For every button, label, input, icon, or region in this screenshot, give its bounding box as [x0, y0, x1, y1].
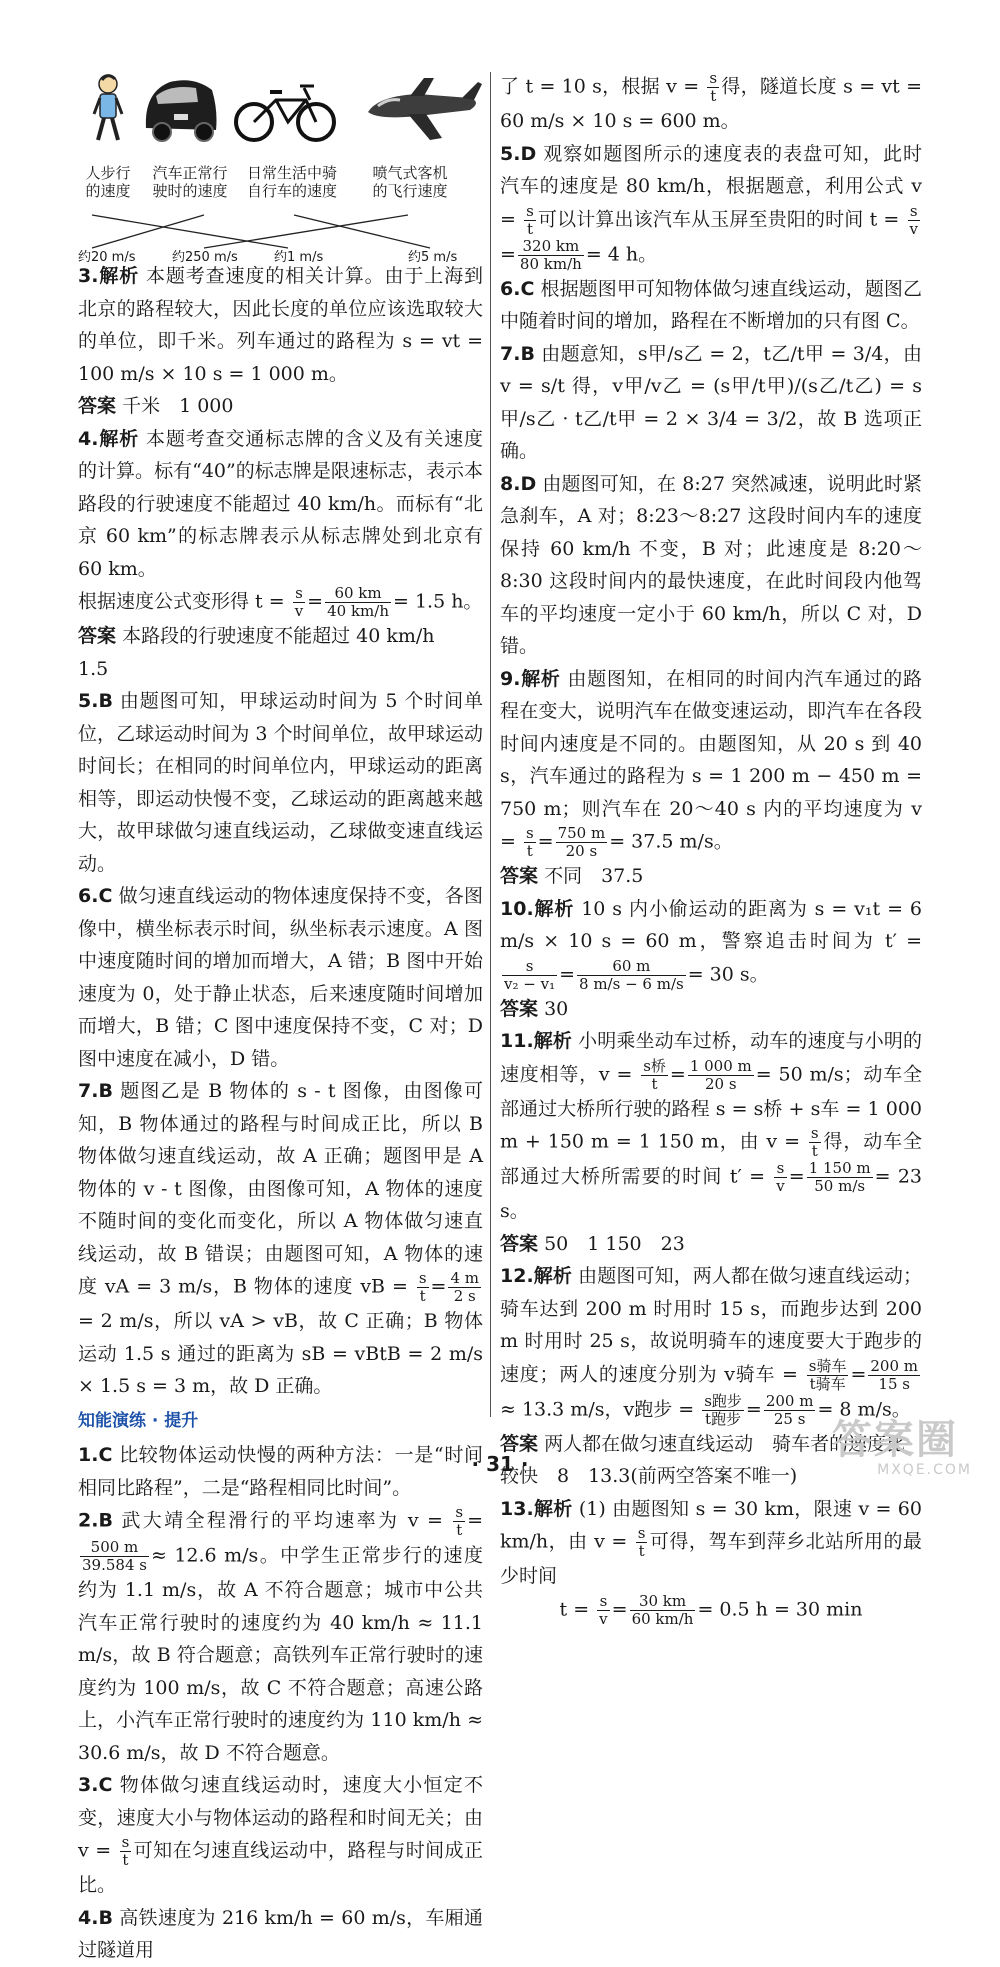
answer-item-6: 6.C 做匀速直线运动的物体速度保持不变，各图像中，横坐标表示时间，纵坐标表示速度。A 图中速度随时间的增加而增大，A 错；B 图中开始速度为 0，处于静止状态，后来速度随时间增加而增大，B 错；C 图中速度保持不变，C 对；D 图中速度在减小，D 错。: [78, 885, 483, 1070]
fraction: $\frac{500 m}{39.584 s}$: [82, 1538, 147, 1574]
practice-item-4: 4.B 高铁速度为 216 km/h = 60 m/s，车厢通过隧道用: [78, 1906, 483, 1961]
practice-item-1: 1.C 比较物体运动快慢的两种方法：一是“时间相同比路程”，二是“路程相同比时间”。: [78, 1444, 483, 1499]
page-number: · 31 ·: [471, 1452, 529, 1476]
fraction: $\frac{\text{s跑步}}{\text{t跑步}}$: [704, 1391, 742, 1428]
car-icon: [146, 80, 217, 141]
fraction: $\frac{s}{\text{v₂ − v₁}}$: [504, 956, 556, 993]
figure-label-car: 汽车正常行 驶时的速度: [152, 164, 228, 200]
fraction: $\frac{60 km}{40 km/h}$: [327, 584, 389, 620]
bicycle-icon: [236, 86, 334, 140]
fraction: $\frac{s}{t}$: [455, 1503, 464, 1539]
figure-label-bicycle: 日常生活中骑 自行车的速度: [246, 164, 337, 200]
explanation-text: 本题考查交通标志牌的含义及有关速度的计算。标有“40”的标志牌是限速标志，表示本路段的行驶速度不能超过 40 km/h。而标有“北京 60 km”的标志牌表示从标志牌处到北京有 60 km。: [78, 427, 483, 580]
fraction: $\frac{s}{t}$: [709, 69, 718, 105]
figure-label-walking: 人步行 的速度: [85, 164, 131, 200]
practice-item-4-continued: 了 t = 10 s，根据 v = $\frac{s}{t}$ 得，隧道长度 s = vt = 60 m/s × 10 s = 600 m。: [500, 69, 922, 132]
answer-item-5: 5.B 由题图可知，甲球运动时间为 5 个时间单位，乙球运动时间为 3 个时间单位，故甲球运动时间长；在相同的时间单位内，甲球运动的距离相等，即运动快慢不变，乙球运动的距离越来越大，故甲球做匀速直线运动，乙球做变速直线运动。: [78, 690, 484, 875]
figure-speed-1: 约250 m/s: [172, 250, 238, 265]
practice-item-6: 6.C 根据题图甲可知物体做匀速直线运动，题图乙中随着时间的增加，路程在不断增加的只有图 C。: [500, 277, 922, 332]
fraction: $\frac{s}{t}$: [121, 1833, 130, 1869]
practice-item-9: 9.解析 由题图知，在相同的时间内汽车通过的路程在变大，说明汽车在做变速运动，即汽车在各段时间内速度是不同的。由题图知，从 20 s 到 40 s，汽车通过的路程为 s = 1 200 m − 450 m = 750 m；则汽车在 20～40 s 内的平均速度为 v = $\frac{s}{t}$ = $\frac{750 m}{20 s}$ = 37.5 m/s。: [500, 667, 922, 860]
practice-item-2: 2.B 武大靖全程滑行的平均速率为 v = $\frac{s}{t}$ = $\frac{500 m}{39.584 s}$ ≈ 12.6 m/s。中学生正常步行的速度约为 1.1 m/s，故 A 不符合题意；城市中公共汽车正常行驶时的速度约为 40 km/h ≈ 11.1 m/s，故 B 符合题意；高铁列车正常行驶时的速度约为 100 m/s，故 C 不符合题意；高速公路上，小汽车正常行驶时的速度约为 110 km/h ≈ 30.6 m/s，故 D 不符合题意。: [78, 1503, 484, 1764]
section-heading: 知能演练 · 提升: [78, 1410, 199, 1431]
fraction: $\frac{30 km}{60 km/h}$: [631, 1591, 694, 1628]
fraction: $\frac{s}{t}$: [525, 824, 534, 860]
fraction: $\frac{s}{v}$: [909, 201, 918, 238]
practice-item-13: 13.解析 (1) 由题图知 s = 30 km，限速 v = 60 km/h，由 v = $\frac{s}{t}$ 可得，驾车到萍乡北站所用的最少时间: [500, 1497, 922, 1587]
fraction: $\frac{s}{v}$: [294, 584, 304, 620]
answer-line-10: 答案 30: [500, 997, 569, 1020]
practice-item-8: 8.D 由题图可知，在 8:27 突然减速，说明此时紧急刹车，A 对；8:23～8:27 这段时间内车的速度保持 60 km/h 不变，B 对；此速度是 8:20～8:30 这段时间内的最快速度，在此时间段内他驾车的平均速度一定小于 60 km/h，所以 C 对，D 错。: [500, 472, 923, 657]
practice-item-12: 12.解析 由题图可知，两人都在做匀速直线运动；骑车达到 200 m 时用时 15 s，而跑步达到 200 m 时用时 25 s，故说明骑车的速度要大于跑步的速度；两人的速度分别为 v骑车 = $\frac{\text{s骑车}}{\text{t骑车}}$ = $\frac{200 m}{15 s}$ ≈ 13.3 m/s，v跑步 = $\frac{\text{s跑步}}{\text{t跑步}}$ = $\frac{200 m}{25 s}$ = 8 m/s。: [500, 1265, 922, 1428]
answer-line-3: 答案 千米 1 000: [78, 395, 234, 417]
speed-matching-figure: [78, 70, 483, 265]
practice-item-3: 3.C 物体做匀速直线运动时，速度大小恒定不变，速度大小与物体运动的路程和时间无关；由 v = $\frac{s}{t}$ 可知在匀速直线运动中，路程与时间成正比。: [78, 1774, 483, 1896]
fraction: $\frac{\text{s骑车}}{\text{t骑车}}$: [808, 1356, 847, 1393]
right-column: [500, 70, 922, 1628]
fraction: $\frac{4 m}{2 s}$: [450, 1269, 479, 1305]
practice-item-13-formula: t = $\frac{s}{v}$ = $\frac{30 km}{60 km/h}$ = 0.5 h = 30 min: [559, 1591, 863, 1628]
column-divider: [490, 72, 491, 1417]
answer-line-11: 答案 50 1 150 23: [500, 1232, 685, 1255]
fraction: $\frac{s}{t}$: [418, 1269, 427, 1305]
fraction: $\frac{\text{s桥}}{t}$: [643, 1056, 666, 1093]
left-column: [78, 70, 483, 1967]
fraction: $\frac{750 m}{20 s}$: [557, 824, 606, 860]
fraction: $\frac{s}{v}$: [776, 1159, 785, 1195]
answer-item-4: 4.解析 本题考查交通标志牌的含义及有关速度的计算。标有“40”的标志牌是限速标志，表示本路段的行驶速度不能超过 40 km/h。而标有“北京 60 km”的标志牌表示从标志牌处到北京有 60 km。 根据速度公式变形得 t = $\frac{s}{v}$ = $\frac{60 km}{40 km/h}$ = 1.5 h。: [78, 427, 483, 620]
figure-speed-3: 约5 m/s: [408, 250, 458, 265]
fraction: $\frac{s}{v}$: [599, 1591, 608, 1628]
practice-item-11: 11.解析 小明乘坐动车过桥，动车的速度与小明的速度相等，v = $\frac{\text{s桥}}{t}$ = $\frac{1 000 m}{20 s}$ = 50 m/s；动车全部通过大桥所行驶的路程 s = s桥 + s车 = 1 000 m + 150 m = 1 150 m，由 v = $\frac{s}{t}$ 得，动车全部通过大桥所需要的时间 t′ = $\frac{s}{v}$ = $\frac{1 150 m}{50 m/s}$ = 23 s。: [500, 1030, 922, 1222]
walking-person-icon: [94, 75, 122, 140]
fraction: $\frac{s}{t}$: [810, 1124, 819, 1160]
airplane-icon: [368, 78, 482, 140]
practice-item-7: 7.B 由题意知，s甲/s乙 = 2，t乙/t甲 = 3/4，由 v = s/t 得，v甲/v乙 = (s甲/t甲)/(s乙/t乙) = s甲/s乙 · t乙/t甲 = 2 × 3/4 = 3/2，故 B 选项正确。: [500, 342, 922, 462]
answer-item-3: 3.解析 本题考查速度的相关计算。由于上海到北京的路程较大，因此长度的单位应该选取较大的单位，即千米。列车通过的路程为 s = vt = 100 m/s × 10 s = 1 000 m。: [78, 265, 483, 385]
practice-item-10: 10.解析 10 s 内小偷运动的距离为 s = v₁t = 6 m/s × 10 s = 60 m，警察追击时间为 t′ = $\frac{s}{\text{v₂ − v₁}}$ = $\frac{60 m}{8 m/s - 6 m/s}$ = 30 s。: [500, 897, 922, 993]
figure-label-airplane: 喷气式客机 的飞行速度: [372, 164, 448, 200]
fraction: $\frac{60 m}{8 m/s - 6 m/s}$: [579, 956, 684, 993]
watermark-logo: 答案圈 MXQE.COM: [832, 1417, 972, 1478]
figure-speed-2: 约1 m/s: [274, 250, 324, 265]
practice-item-5: 5.D 观察如题图所示的速度表的表盘可知，此时汽车的速度是 80 km/h，根据题意，利用公式 v = $\frac{s}{t}$ 可以计算出该汽车从玉屏至贵阳的时间 t = $\frac{s}{v}$ = $\frac{320 km}{80 km/h}$ = 4 h。: [500, 142, 922, 273]
answer-line-9: 答案 不同 37.5: [500, 865, 644, 887]
explanation-text: 本题考查速度的相关计算。由于上海到北京的路程较大，因此长度的单位应该选取较大的单位，即千米。列车通过的路程为 s = vt = 100 m/s × 10 s = 1 000 m。: [78, 265, 483, 385]
fraction: $\frac{200 m}{25 s}$: [765, 1391, 814, 1428]
fraction: $\frac{320 km}{80 km/h}$: [519, 236, 582, 273]
fraction: $\frac{1 000 m}{20 s}$: [689, 1056, 752, 1093]
answer-item-7: 7.B 题图乙是 B 物体的 s - t 图像，由图像可知，B 物体通过的路程与时间成正比，所以 B 物体做匀速直线运动，故 A 正确；题图甲是 A 物体的 v - t 图像，由图像可知，A 物体的速度不随时间的变化而变化，所以 A 物体做匀速直线运动，故 B 错误；由题图可知，A 物体的速度 vA = 3 m/s，B 物体的速度 vB = $\frac{s}{t}$ = $\frac{4 m}{2 s}$ = 2 m/s，所以 vA > vB，故 C 正确；B 物体运动 1.5 s 通过的距离为 sB = vBtB = 2 m/s × 1.5 s = 3 m，故 D 正确。: [78, 1080, 483, 1397]
answer-line-12: 答案 两人都在做匀速直线运动 骑车者的速度比较快 8 13.3(前两空答案不唯一): [500, 1432, 906, 1487]
fraction: $\frac{1 150 m}{50 m/s}$: [808, 1159, 871, 1195]
fraction: $\frac{s}{t}$: [637, 1524, 646, 1560]
figure-speed-0: 约20 m/s: [78, 250, 136, 265]
fraction: $\frac{s}{t}$: [526, 201, 534, 238]
fraction: $\frac{200 m}{15 s}$: [870, 1356, 919, 1393]
answer-line-4: 答案 本路段的行驶速度不能超过 40 km/h 1.5: [78, 625, 454, 680]
